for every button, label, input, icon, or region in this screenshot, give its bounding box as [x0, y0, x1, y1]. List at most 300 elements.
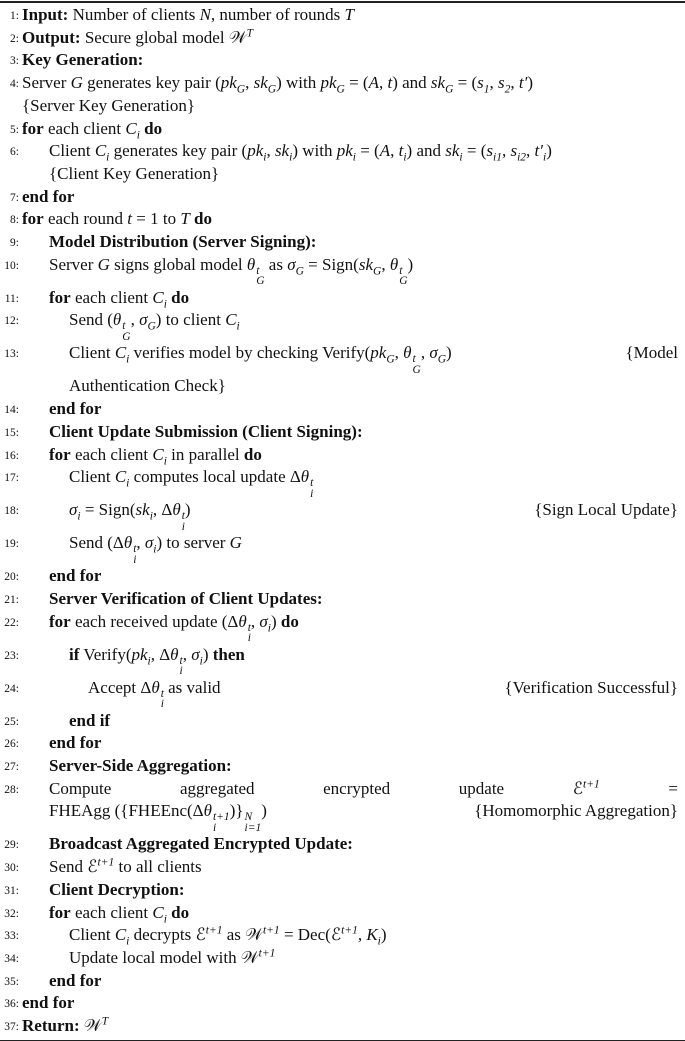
math-base: sk	[358, 254, 374, 274]
math-superscript: t+1	[212, 811, 230, 824]
math-expr	[366, 924, 381, 947]
math-base: sk	[445, 141, 460, 161]
line-row	[0, 677, 680, 710]
algorithm-line	[0, 186, 680, 209]
statement-text	[49, 611, 299, 644]
math-expr	[510, 140, 526, 163]
text: ,	[245, 73, 254, 93]
statement-text	[69, 710, 110, 733]
text: )	[261, 801, 267, 821]
math-expr	[477, 72, 489, 95]
statement-text	[49, 444, 262, 467]
math-base: 𝒲	[240, 947, 259, 967]
text: Send	[49, 857, 88, 877]
algorithm-line	[0, 992, 680, 1015]
math-subscript: i	[289, 151, 293, 164]
math-base: pk	[370, 343, 387, 363]
keyword: Client Update Submission (Client Signing):	[49, 421, 363, 441]
keyword: Server Verification of Client Updates:	[49, 588, 323, 608]
math-base: pk	[336, 141, 353, 161]
math-expr	[152, 902, 167, 925]
statement-text	[69, 342, 452, 375]
text: ) with	[276, 73, 321, 93]
math-base: σ	[259, 611, 268, 631]
line-row	[0, 970, 680, 993]
algorithm-line	[0, 644, 680, 677]
statement-text	[49, 287, 189, 310]
statement-text	[88, 677, 221, 710]
keyword: end for	[22, 993, 75, 1013]
keyword: do	[171, 902, 190, 922]
math-expr	[320, 72, 344, 95]
text: Send (Δ	[69, 533, 124, 553]
line-row	[0, 72, 680, 95]
text: ,	[381, 254, 390, 274]
math-expr	[170, 644, 183, 677]
line-number: 30:	[4, 862, 19, 875]
math-base: }	[235, 801, 244, 821]
line-row	[0, 375, 680, 398]
statement-text	[49, 398, 101, 421]
math-base: σ	[429, 343, 438, 363]
math-expr	[172, 499, 185, 532]
text: ,	[250, 611, 260, 631]
statement-text	[49, 778, 678, 801]
statement-text	[49, 800, 267, 833]
math-expr	[125, 118, 140, 141]
algorithm-line	[0, 231, 680, 254]
math-base: σ	[139, 310, 148, 330]
math-base: C	[152, 902, 164, 922]
math-base: σ	[287, 254, 296, 274]
math-expr	[429, 342, 446, 365]
line-row	[0, 924, 680, 947]
text: generates key pair (	[109, 141, 248, 161]
text: as valid	[163, 677, 221, 697]
math-base: θ	[403, 343, 412, 363]
math-expr	[535, 140, 547, 163]
math-subscript: G	[147, 320, 156, 333]
line-row	[0, 49, 680, 72]
line-number: 28:	[4, 783, 19, 796]
math-base: C	[225, 310, 237, 330]
algorithm-line	[0, 27, 680, 50]
math-expr	[238, 611, 251, 644]
math-expr	[331, 924, 358, 947]
math-base: ℰ	[87, 857, 98, 877]
text: each client	[70, 444, 153, 464]
text: )	[202, 644, 213, 664]
line-row	[0, 565, 680, 588]
math-superscript: t	[412, 353, 416, 366]
line-row	[0, 421, 680, 444]
line-number: 9:	[10, 237, 19, 250]
keyword: do	[144, 118, 163, 138]
math-var: t	[387, 73, 393, 93]
math-subscript: i	[163, 454, 167, 467]
math-var: A	[368, 73, 379, 93]
math-subscript: i	[163, 298, 167, 311]
line-row	[0, 800, 680, 833]
line-row	[0, 398, 680, 421]
math-expr	[87, 856, 114, 879]
statement-text	[49, 755, 232, 778]
math-sup-sub	[133, 544, 136, 565]
line-row	[0, 4, 680, 27]
math-subscript: i	[126, 477, 130, 490]
math-sup-sub	[310, 478, 313, 499]
math-subscript: i	[267, 622, 271, 635]
text: {Verification Successful}	[504, 677, 678, 697]
math-base: K	[366, 925, 378, 945]
text: signs global model	[109, 254, 247, 274]
algorithm-line	[0, 588, 680, 611]
math-base: pk	[220, 73, 237, 93]
text: )	[184, 500, 191, 520]
statement-text	[49, 163, 219, 186]
text: ,	[510, 73, 519, 93]
math-expr	[191, 644, 203, 667]
line-row	[0, 309, 680, 342]
text: , Δ	[150, 644, 171, 664]
statement-text	[49, 902, 189, 925]
statement-text	[22, 992, 74, 1015]
math-expr	[115, 466, 130, 489]
algorithm-line	[0, 118, 680, 141]
statement-text	[49, 879, 185, 902]
algorithm-line	[0, 532, 680, 565]
math-expr	[229, 27, 253, 50]
text: ,	[526, 141, 535, 161]
math-expr	[247, 254, 265, 287]
line-row	[0, 644, 680, 677]
line-row	[0, 444, 680, 467]
math-subscript: G	[295, 265, 304, 278]
text: {Model	[625, 343, 678, 363]
statement-comment	[492, 677, 678, 700]
statement-text	[22, 208, 212, 231]
math-subscript: i	[106, 151, 110, 164]
math-sup-sub	[182, 511, 185, 532]
text: FHEAgg ({FHEEnc(Δ	[49, 801, 204, 821]
text: )	[546, 141, 552, 161]
math-superscript: T	[246, 27, 254, 40]
line-row	[0, 140, 680, 163]
line-row	[0, 947, 680, 970]
math-expr	[390, 254, 408, 287]
text: each client	[43, 118, 126, 138]
line-number: 25:	[4, 715, 19, 728]
math-subscript: i	[181, 520, 185, 533]
math-subscript: i	[126, 353, 130, 366]
math-subscript: i	[147, 655, 151, 668]
text: = Dec(	[279, 925, 331, 945]
math-expr	[195, 924, 222, 947]
math-expr	[370, 342, 394, 365]
text: ,	[420, 343, 430, 363]
keyword: end for	[49, 566, 102, 586]
math-expr	[115, 924, 130, 947]
math-superscript: t	[256, 264, 260, 277]
line-number: 31:	[4, 884, 19, 897]
math-superscript: T	[101, 1015, 109, 1028]
keyword: Output:	[22, 27, 81, 47]
math-expr	[152, 444, 167, 467]
statement-text	[22, 27, 253, 50]
algorithm-line	[0, 444, 680, 467]
algorithm-line	[0, 902, 680, 925]
math-expr	[221, 72, 245, 95]
algorithm-line	[0, 565, 680, 588]
keyword: end for	[49, 399, 102, 419]
algorithm-lines	[0, 4, 680, 1038]
text: )	[407, 254, 414, 274]
math-base: s	[477, 73, 484, 93]
text: Accept Δ	[88, 677, 152, 697]
line-number: 37:	[4, 1021, 19, 1034]
math-sup-sub	[256, 266, 264, 287]
line-row	[0, 163, 680, 186]
text: aggregated	[179, 778, 255, 798]
math-subscript: i	[136, 128, 140, 141]
text: ,	[394, 343, 404, 363]
keyword: if	[69, 644, 80, 664]
math-expr	[486, 140, 502, 163]
math-superscript: N	[244, 811, 253, 824]
text: to all clients	[114, 857, 202, 877]
keyword: for	[49, 611, 71, 631]
math-subscript: i	[126, 935, 130, 948]
text: ,	[489, 73, 499, 93]
text: {Sign Local Update}	[534, 500, 678, 520]
statement-text	[22, 118, 162, 141]
math-expr	[124, 532, 137, 565]
line-number: 17:	[4, 472, 19, 485]
line-row	[0, 499, 680, 532]
text: Server	[49, 254, 98, 274]
text: ,	[501, 141, 511, 161]
keyword: Return:	[22, 1016, 80, 1036]
math-sup-sub	[399, 266, 407, 287]
text: Verify(	[79, 644, 132, 664]
math-subscript: i=1	[244, 821, 262, 834]
math-expr	[235, 800, 261, 833]
line-number: 36:	[4, 998, 19, 1011]
text: ,	[357, 925, 367, 945]
line-number: 22:	[4, 616, 19, 629]
math-superscript: t+1	[341, 924, 358, 937]
keyword: for	[22, 209, 44, 229]
keyword: for	[49, 444, 71, 464]
math-subscript: i	[149, 510, 153, 523]
math-superscript: t+1	[262, 924, 280, 937]
math-superscript: t	[399, 264, 403, 277]
line-row	[0, 833, 680, 856]
text: )	[446, 343, 452, 363]
statement-text	[69, 644, 245, 677]
line-number: 21:	[4, 593, 19, 606]
statement-text	[69, 924, 387, 947]
math-base: 𝒲	[83, 1016, 102, 1036]
text: , number of rounds	[210, 5, 345, 24]
algorithm-line	[0, 254, 680, 287]
keyword: Client Decryption:	[49, 879, 185, 899]
math-base: θ	[203, 801, 212, 821]
math-sup-sub	[245, 812, 262, 833]
math-base: σ	[191, 644, 200, 664]
line-number: 16:	[4, 449, 19, 462]
math-expr	[359, 254, 381, 277]
line-number: 29:	[4, 839, 19, 852]
math-base: θ	[151, 677, 160, 697]
math-superscript: t	[133, 543, 137, 556]
math-subscript: 1	[483, 83, 490, 96]
math-subscript: i	[153, 543, 157, 556]
math-base: ℰ	[572, 778, 584, 798]
algorithm-line	[0, 778, 680, 834]
math-sup-sub	[248, 623, 251, 644]
algorithm-line	[0, 342, 680, 398]
line-number: 11:	[4, 292, 19, 305]
line-number: 23:	[4, 649, 19, 662]
math-expr	[399, 140, 407, 163]
text: ) and	[406, 141, 446, 161]
line-number: 14:	[4, 404, 19, 417]
keyword: end if	[69, 710, 111, 730]
math-base: pk	[131, 644, 148, 664]
math-subscript: i	[263, 151, 267, 164]
line-row	[0, 778, 680, 801]
algorithm-line	[0, 421, 680, 444]
algorithm-line	[0, 499, 680, 532]
line-number: 5:	[10, 123, 19, 136]
algorithm-line	[0, 466, 680, 499]
text: ,	[130, 310, 140, 330]
math-base: C	[152, 287, 164, 307]
line-number: 3:	[10, 55, 19, 68]
keyword: Model Distribution (Server Signing):	[49, 232, 317, 252]
math-expr	[431, 72, 453, 95]
keyword: Key Generation:	[22, 50, 144, 70]
math-expr	[287, 254, 304, 277]
math-expr	[301, 466, 314, 499]
text: in parallel	[166, 444, 244, 464]
line-number: 18:	[4, 505, 19, 518]
text: computes local update Δ	[129, 467, 301, 487]
keyword: do	[243, 444, 262, 464]
statement-text	[22, 1015, 108, 1038]
line-number: 33:	[4, 930, 19, 943]
algorithm-line	[0, 924, 680, 947]
math-var: T	[180, 209, 190, 229]
math-subscript: G	[236, 83, 246, 96]
math-var: G	[229, 533, 242, 553]
line-row	[0, 231, 680, 254]
line-row	[0, 208, 680, 231]
text: decrypts	[129, 925, 196, 945]
text: ,	[136, 533, 145, 553]
text: = Sign(	[303, 254, 359, 274]
text: )	[380, 925, 387, 945]
line-number: 2:	[10, 32, 19, 45]
keyword: for	[49, 287, 71, 307]
math-subscript: i	[247, 632, 251, 645]
keyword: end for	[49, 733, 102, 753]
text: each client	[70, 287, 153, 307]
math-base: pk	[247, 141, 264, 161]
math-subscript: G	[399, 275, 408, 288]
text: ,	[390, 141, 399, 161]
text: ) to client	[155, 310, 226, 330]
math-base: C	[94, 141, 107, 161]
math-expr	[445, 140, 462, 163]
keyword: do	[280, 611, 299, 631]
line-row	[0, 856, 680, 879]
math-sup-sub	[413, 354, 421, 375]
math-superscript: t	[181, 510, 185, 523]
algorithm-line	[0, 755, 680, 778]
statement-text	[49, 588, 323, 611]
math-superscript: t	[179, 654, 183, 667]
algorithm-line	[0, 732, 680, 755]
math-superscript: t+1	[97, 856, 115, 869]
text: Number of clients	[68, 5, 200, 24]
math-expr	[245, 924, 280, 947]
math-expr	[131, 644, 150, 667]
math-expr	[145, 532, 157, 555]
math-subscript: G	[412, 363, 421, 376]
statement-text	[22, 72, 533, 95]
math-subscript: i	[459, 151, 463, 164]
statement-comment	[613, 342, 678, 365]
text: = (	[355, 141, 380, 161]
math-subscript: i	[163, 912, 167, 925]
math-base: σ	[69, 500, 78, 520]
math-expr	[247, 140, 266, 163]
algorithm-line	[0, 287, 680, 310]
math-var: t	[127, 209, 133, 229]
math-expr	[403, 342, 421, 375]
statement-text	[69, 499, 191, 532]
math-base: σ	[144, 533, 154, 553]
keyword: end for	[22, 186, 75, 206]
text: )	[527, 73, 534, 93]
math-base: t	[398, 141, 404, 161]
math-expr	[573, 778, 600, 801]
text: , Δ	[152, 500, 173, 520]
statement-text	[22, 95, 195, 118]
math-expr	[241, 947, 276, 970]
text: ) and	[392, 73, 431, 93]
math-subscript: i	[212, 821, 217, 834]
math-base: s	[498, 73, 505, 93]
algorithm-line	[0, 710, 680, 733]
math-base: θ	[238, 611, 247, 631]
math-subscript: i	[542, 151, 547, 164]
text: Server	[22, 73, 71, 93]
line-row	[0, 992, 680, 1015]
math-subscript: G	[336, 83, 345, 96]
algorithm-line	[0, 140, 680, 185]
math-superscript: t+1	[258, 947, 276, 960]
text: = (	[344, 73, 369, 93]
line-number: 24:	[4, 682, 19, 695]
math-base: θ	[170, 644, 179, 664]
line-row	[0, 732, 680, 755]
math-base: θ	[172, 500, 181, 520]
math-superscript: t	[247, 621, 251, 634]
line-number: 4:	[10, 78, 19, 91]
